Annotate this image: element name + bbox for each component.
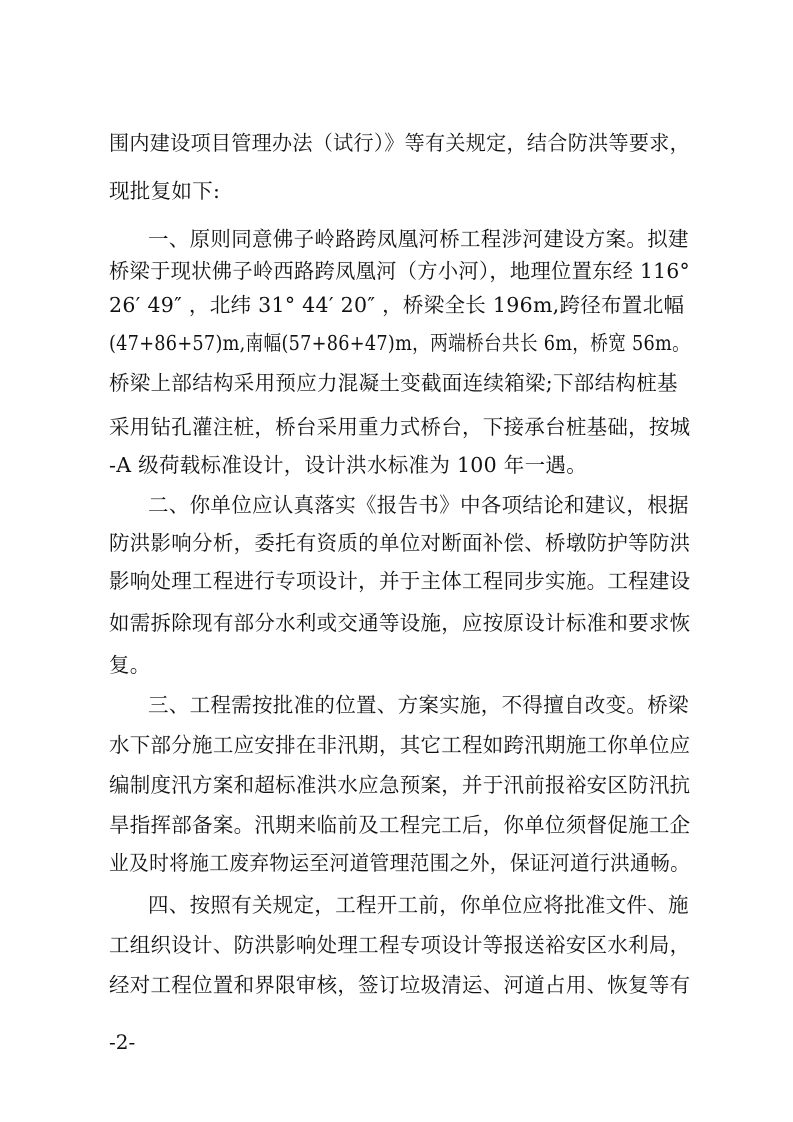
text-line-12: 影响处理工程进行专项设计，并于主体工程同步实施。工程建设 [109,569,691,593]
text-line-22: 经对工程位置和界限审核，签订垃圾清运、河道占用、恢复等有 [109,973,691,997]
text-line-10: 二、你单位应认真落实《报告书》中各项结论和建议，根据 [148,493,689,517]
text-line-5: 26′ 49″ ，北纬 31° 44′ 20″ ，桥梁全长 196m,跨径布置北幅 [109,293,685,317]
text-line-2: 现批复如下: [109,179,221,203]
text-line-14: 复。 [109,653,151,677]
text-line-13: 如需拆除现有部分水利或交通等设施，应按原设计标准和要求恢 [109,611,691,635]
text-line-7: 桥梁上部结构采用预应力混凝土变截面连续箱梁;下部结构桩基 [109,371,678,395]
text-line-9: -A 级荷载标准设计，设计洪水标准为 100 年一遇。 [109,453,588,477]
text-line-4: 桥梁于现状佛子岭西路跨凤凰河（方小河），地理位置东经 116° [109,259,690,283]
text-line-16: 水下部分施工应安排在非汛期，其它工程如跨汛期施工你单位应 [109,733,691,757]
text-line-18: 旱指挥部备案。汛期来临前及工程完工后，你单位须督促施工企 [109,813,691,837]
text-line-1: 围内建设项目管理办法（试行）》等有关规定，结合防洪等要求， [109,131,690,155]
text-line-17: 编制度汛方案和超标准洪水应急预案，并于汛前报裕安区防汛抗 [109,773,691,797]
text-line-6: (47+86+57)m,南幅(57+86+47)m，两端桥台共长 6m，桥宽 56m。 [109,331,691,355]
page-number: -2- [109,1030,136,1054]
text-line-21: 工组织设计、防洪影响处理工程专项设计等报送裕安区水利局， [109,933,691,957]
text-line-20: 四、按照有关规定，工程开工前，你单位应将批准文件、施 [148,893,689,917]
text-line-15: 三、工程需按批准的位置、方案实施，不得擅自改变。桥梁 [148,693,689,717]
text-line-11: 防洪影响分析，委托有资质的单位对断面补偿、桥墩防护等防洪 [109,531,691,555]
text-line-8: 采用钻孔灌注桩，桥台采用重力式桥台，下接承台桩基础，按城 [109,415,691,439]
text-line-19: 业及时将施工废弃物运至河道管理范围之外，保证河道行洪通畅。 [109,851,691,875]
text-line-3: 一、原则同意佛子岭路跨凤凰河桥工程涉河建设方案。拟建 [148,227,689,251]
